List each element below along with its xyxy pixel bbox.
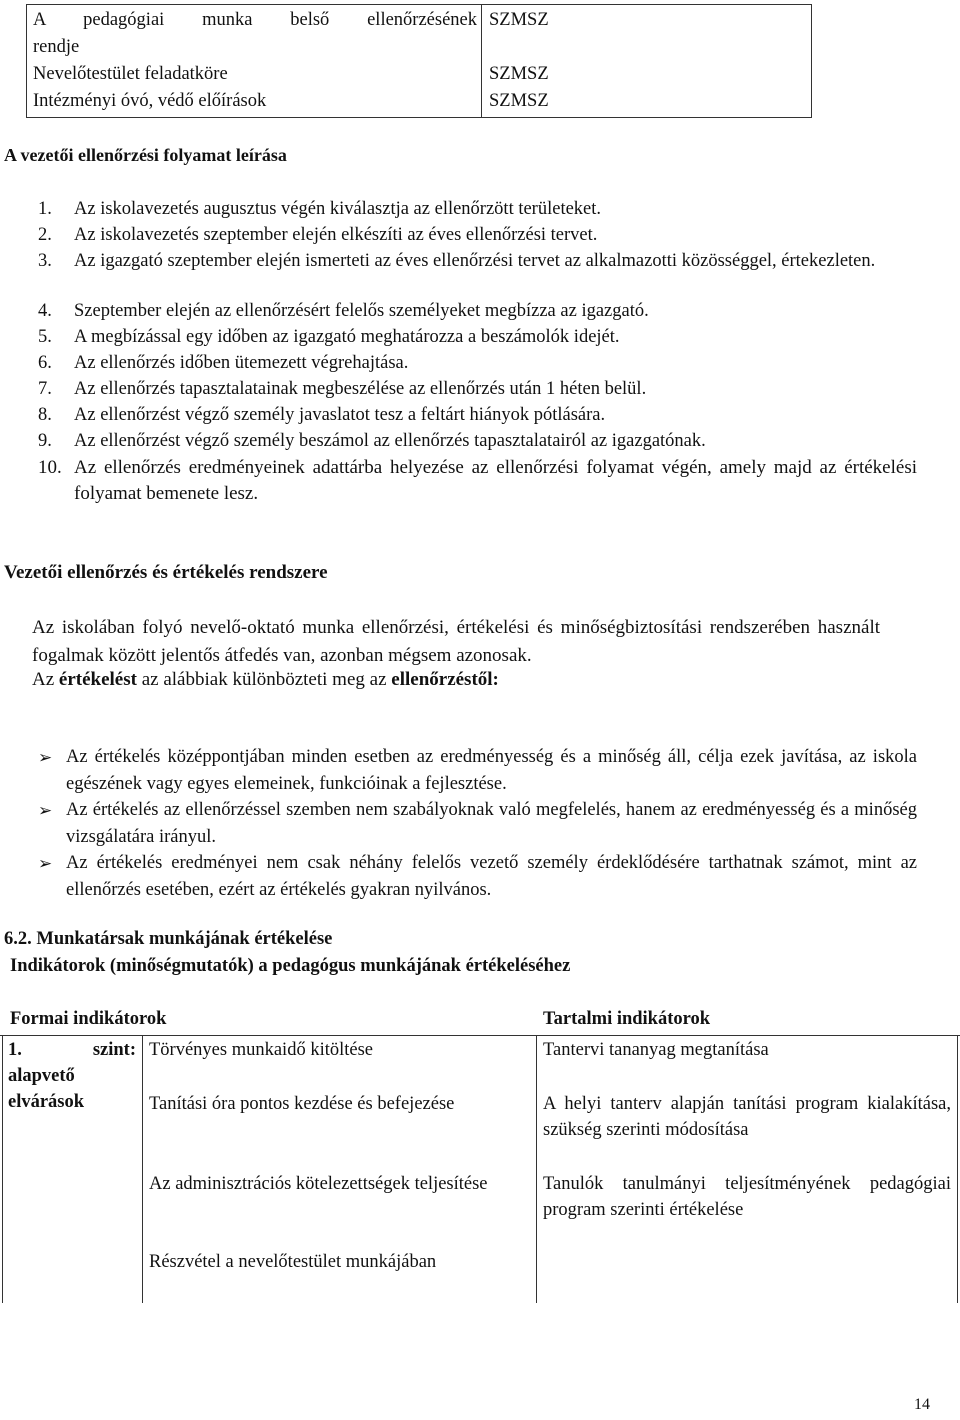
bullet-text: Az értékelés eredményei nem csak néhány felelős vezető személy érdeklődésére tarthatnak számot, mint az ellenőrzés esetében, ezért az értékelés gyakran nyilvános.: [66, 853, 917, 900]
table-left-border: [2, 1035, 3, 1303]
section-title: Vezetői ellenőrzés és értékelés rendszere: [4, 562, 328, 583]
table-row-value: SZMSZ: [489, 64, 549, 84]
list-number: 4.: [38, 301, 52, 321]
content-indicator: A helyi tanterv alapján tanítási program kialakítása, szükség szerinti módosítása: [543, 1094, 951, 1140]
list-text: Az ellenőrzést végző személy beszámol az ellenőrzés tapasztalatairól az igazgatónak.: [74, 431, 706, 451]
arrow-bullet-icon: ➢: [38, 748, 53, 768]
level-label-line: 1. szint:: [8, 1040, 136, 1060]
list-number: 7.: [38, 379, 52, 399]
list-text: Az iskolavezetés szeptember elején elkészíti az éves ellenőrzési tervet.: [74, 225, 598, 245]
list-number: 9.: [38, 431, 52, 451]
table-row-value: SZMSZ: [489, 91, 549, 111]
bold-term: értékelést: [58, 669, 137, 690]
bold-term: ellenőrzéstől:: [391, 669, 499, 690]
level-label: [8, 1037, 136, 1115]
formal-indicator: Részvétel a nevelőtestület munkájában: [149, 1252, 437, 1272]
level-label-line: elvárások: [8, 1092, 85, 1112]
indicators-table: [0, 1035, 960, 1303]
table-right-border: [957, 1035, 958, 1303]
list-text: Szeptember elején az ellenőrzésért felelős személyeket megbízza az igazgató.: [74, 301, 649, 321]
list-text: A megbízással egy időben az igazgató meghatározza a beszámolók idejét.: [74, 327, 620, 347]
list-text: Az ellenőrzés időben ütemezett végrehajtása.: [74, 353, 409, 373]
list-text: Az ellenőrzés tapasztalatainak megbeszélése az ellenőrzés után 1 héten belül.: [74, 379, 647, 399]
formal-indicator: Az adminisztrációs kötelezettségek teljesítése: [149, 1174, 488, 1194]
table-divider: [481, 5, 482, 117]
table-top-border: [0, 1035, 960, 1036]
list-number: 2.: [38, 225, 52, 245]
indicators-subtitle: Indikátorok (minőségmutatók) a pedagógus munkájának értékeléséhez: [10, 956, 571, 976]
page-number: 14: [914, 1396, 930, 1413]
text-run: az alábbiak különbözteti meg az: [136, 669, 392, 690]
list-number: 1.: [38, 199, 52, 219]
contrast-paragraph: [32, 666, 499, 694]
intro-paragraph: Az iskolában folyó nevelő-oktató munka ellenőrzési, értékelési és minőségbiztosítási rendszerében használt fogalmak között jelentős átfedés van, azonban mégsem azonosak.: [32, 617, 880, 666]
table-row-label: Intézményi óvó, védő előírások: [33, 91, 267, 111]
list-number: 10.: [38, 457, 62, 478]
content-indicator: Tantervi tananyag megtanítása: [543, 1040, 769, 1060]
table-row-label: [33, 7, 477, 61]
list-text: Az ellenőrzés eredményeinek adattárba helyezése az ellenőrzési folyamat végén, amely majd az értékelési folyamat bemenete lesz.: [74, 457, 917, 504]
table-divider: [536, 1035, 537, 1303]
bullet-text: Az értékelés az ellenőrzéssel szemben nem szabályoknak való megfelelés, hanem az eredményesség és a minőség vizsgálatára irányul.: [66, 800, 917, 847]
table-row-value: SZMSZ: [489, 10, 549, 30]
list-number: 8.: [38, 405, 52, 425]
section-62-title: 6.2. Munkatársak munkájának értékelése: [4, 929, 333, 949]
row1-label-line2: rendje: [33, 37, 80, 57]
arrow-bullet-icon: ➢: [38, 801, 53, 821]
list-text: Az iskolavezetés augusztus végén kiválasztja az ellenőrzött területeket.: [74, 199, 602, 219]
list-number: 3.: [38, 251, 52, 271]
list-number: 6.: [38, 353, 52, 373]
list-number: 5.: [38, 327, 52, 347]
reference-table: [26, 4, 812, 118]
process-heading: A vezetői ellenőrzési folyamat leírása: [4, 145, 287, 165]
list-text: Az ellenőrzést végző személy javaslatot tesz a feltárt hiányok pótlására.: [74, 405, 606, 425]
table-divider: [142, 1035, 143, 1303]
table-row-label: Nevelőtestület feladatköre: [33, 64, 228, 84]
formal-indicator: Törvényes munkaidő kitöltése: [149, 1040, 374, 1060]
level-label-line: alapvető: [8, 1066, 75, 1086]
text-run: Az: [32, 669, 59, 690]
formal-indicator: Tanítási óra pontos kezdése és befejezése: [149, 1094, 455, 1114]
formal-indicators-header: Formai indikátorok: [10, 1009, 167, 1029]
content-indicator: Tanulók tanulmányi teljesítményének pedagógiai program szerinti értékelése: [543, 1174, 951, 1220]
arrow-bullet-icon: ➢: [38, 854, 53, 874]
content-indicators-header: Tartalmi indikátorok: [543, 1009, 711, 1029]
list-text: Az igazgató szeptember elején ismerteti az éves ellenőrzési tervet az alkalmazotti közösséggel, értekezleten.: [74, 251, 876, 271]
bullet-text: Az értékelés középpontjában minden esetben az eredményesség és a minőség áll, célja ezek javítása, az iskola egészének vagy egyes elemeinek, funkcióinak a fejlesztése.: [66, 747, 917, 794]
row1-label-line1: A pedagógiai munka belső ellenőrzésének: [33, 10, 477, 30]
